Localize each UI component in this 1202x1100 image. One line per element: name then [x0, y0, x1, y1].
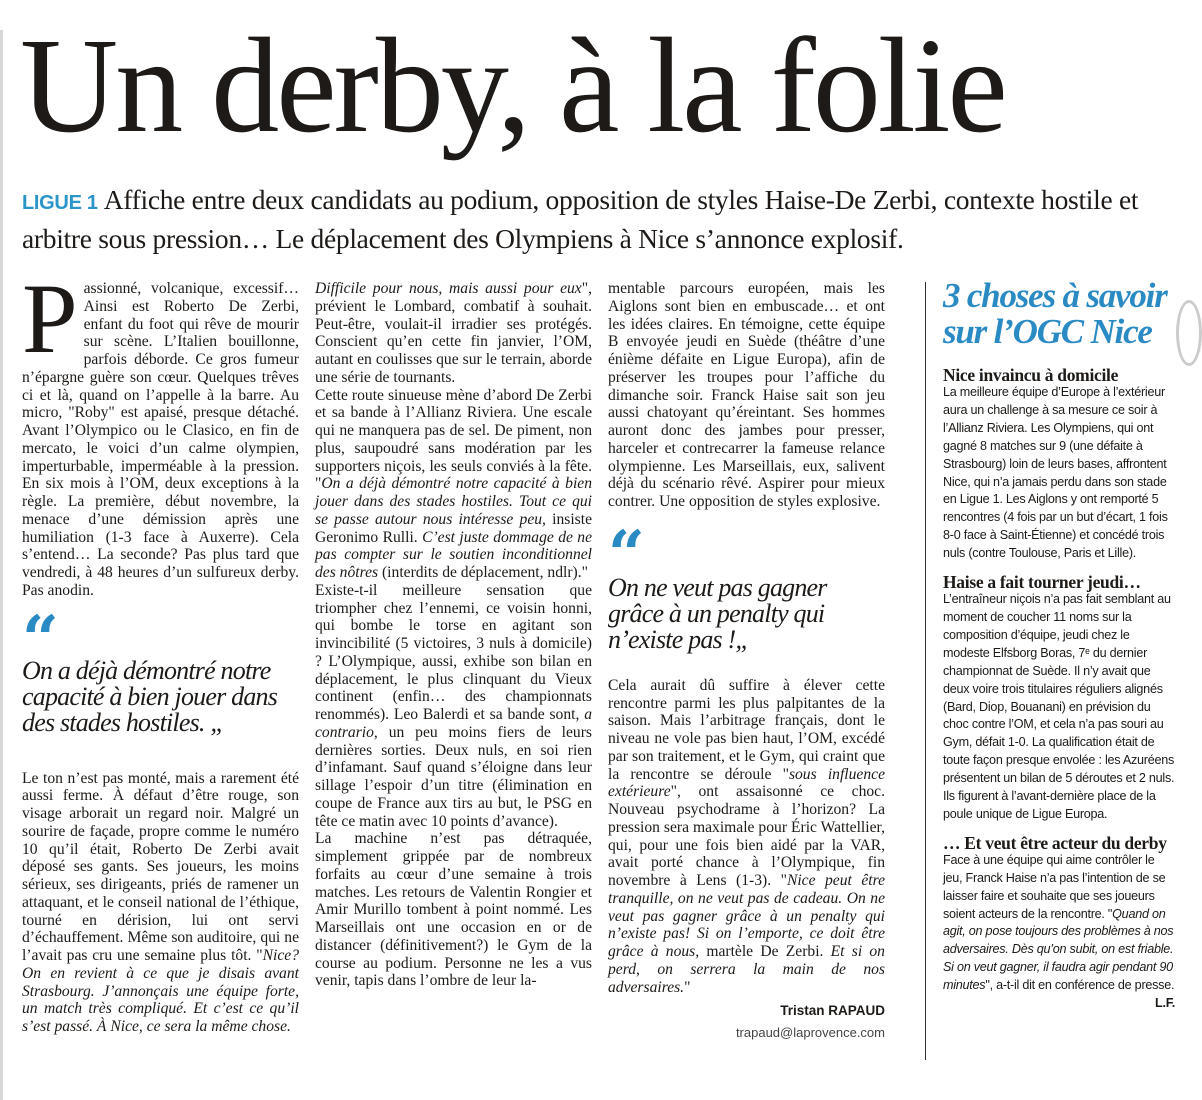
text-segment: insiste Geronimo Rulli. — [315, 510, 592, 546]
article-column-1 — [22, 263, 299, 1036]
kicker: LIGUE 1 — [22, 192, 98, 214]
sidebar-initials: L.F. — [1155, 996, 1175, 1011]
text-segment: ", a-t-il dit en conférence de presse. — [985, 978, 1175, 993]
pull-quote-2 — [608, 516, 885, 654]
page-edge-mark — [1176, 300, 1202, 366]
paragraph — [315, 387, 592, 582]
quote-close-icon: „ — [210, 707, 224, 737]
text-run — [315, 582, 592, 830]
column-divider — [925, 282, 926, 1060]
sidebar-title: 3 choses à savoir sur l’OGC Nice — [943, 276, 1167, 351]
text-segment: ", prévient le Lombard, combatif à souhait. Peut-être, voulait-il irradier ses protégés. Conscient qu’en cette fin janvier, l’OM, autant en coulisses que sur le terrain, aborde une série de tournants. — [315, 280, 592, 386]
paragraph — [608, 677, 885, 997]
headline: Un derby, à la folie — [20, 11, 1005, 161]
italic-text-segment: C’est juste dommage de ne pas compter sur le soutien inconditionnel des nôtres — [315, 528, 593, 581]
text-run — [315, 387, 592, 582]
text-segment: , un peu moins fiers de leurs dernières sorties. Deux nuls, en soi rien d’infamant. Sauf quand s’éloigne dans leur sillage l’espoir d’un titre (élimination en coupe de France aux tirs au but, le PSG en tête ce matin avec 10 points d’avance). — [315, 723, 592, 830]
italic-text-segment: sous influence extérieure — [608, 765, 885, 801]
text-run — [943, 385, 1168, 560]
article-column-3 — [608, 280, 885, 1042]
text-segment: L’entraîneur niçois n’a pas fait semblant au moment de coucher 11 noms sur la composition d’équipe, jeudi chez le modeste Elfsborg Boras, 7ᵉ du dernier championnat de Suède. Il n’y avait que deux voire trois titulaires réguliers alignés (Bard, Diop, Bouanani) en prévision du choc contre l’OM, et cela n’a pas souri au Gym, défait 1-0. La qualification était de toute façon presque envolée : les Azuréens présentent un bilan de 5 déroutes et 2 nuls. Ils figurent à l’avant-dernière place de la poule unique de Ligue Europa. — [943, 592, 1175, 821]
sidebar-box — [943, 278, 1175, 1013]
text-segment: Existe-t-il meilleure sensation que triompher chez l’ennemi, ce voisin honni, qui bombe le torse en agitant son invincibilité (5 victoires, 3 nuls à domicile) ? L’Olympique, aussi, exhibe son bilan en déplacement, le plus clinquant du Vieux continent (enfin… des championnats renommés). Leo Balerdi et sa bande sont, — [315, 581, 592, 723]
text-run — [608, 677, 885, 996]
italic-text-segment: Nice? On en revient à ce que je disais avant Strasbourg. J’annonçais une équipe forte, un match très compliqué. Et c’est ce qu’il s’est passé. À Nice, ce sera la même chose. — [22, 947, 299, 1035]
byline — [608, 1002, 885, 1042]
text-segment: martèle De Zerbi. — [699, 943, 831, 960]
italic-text-segment: Et si on perd, on serrera la main de nos adversaires. — [608, 943, 885, 996]
text-run — [608, 280, 885, 510]
drop-cap: P — [22, 263, 78, 374]
author-name: Tristan RAPAUD — [780, 1003, 885, 1019]
sidebar-heading: Haise a fait tourner jeudi… — [943, 572, 1141, 593]
text-segment: Le ton n’est pas monté, mais a rarement été aussi ferme. À défaut d’être rouge, son visage arborait un regard noir. Malgré un sourire de façade, propre comme le numéro 10 qu’il était, Roberto De Zerbi avait déposé ses gants. Ses joueurs, les moins sérieux, ses dirigeants, priés de ramener un attaquant, et le conseil national de l’éthique, tourné en dérision, lui ont servi d’échauffement. Même son auditoire, qui ne l’avait pas cru une semaine plus tôt. " — [22, 769, 299, 964]
text-segment: La meilleure équipe d’Europe à l’extérieur aura un challenge à sa mesure ce soir à l’Allianz Riviera. Les Olympiens, qui ont gagné 8 matches sur 9 (une défaite à Strasbourg) loin de leurs bases, affrontent Nice, qui n’a jamais perdu dans son stade en Ligue 1. Les Aiglons y ont remporté 5 rencontres (4 fois par un but d’écart, 1 fois 8-0 face à Saint-Étienne) et concédé trois nuls (contre Toulouse, Paris et Lille). — [943, 385, 1168, 561]
quote-open-icon: “ — [22, 601, 53, 677]
text-segment: (interdits de déplacement, ndlr)." — [378, 564, 588, 581]
paragraph — [22, 770, 299, 1036]
sidebar-heading: Nice invaincu à domicile — [943, 365, 1119, 385]
text-segment: La machine n’est pas détraquée, simplement grippée par de nombreux forfaits au cœur d’une semaine à trois matches. Les retours de Valentin Rongier et Amir Murillo tombent à point nommé. Les Marseillais ont une occasion en or de distancer (définitivement?) le Gym de la course au podium. Personne ne les a vus venir, tapis dans l’ombre de leur la- — [315, 830, 592, 990]
pull-quote-1 — [22, 601, 299, 737]
sidebar-paragraph — [943, 852, 1175, 1011]
text-segment: Cette route sinueuse mène d’abord De Zerbi et sa bande à l’Allianz Riviera. Une escale qui ne manquera pas de sel. De piment, non plus, saupoudré sans modération par les supporters niçois, les seuls conviés à la fête. " — [315, 386, 592, 493]
text-segment: assionné, volcanique, excessif… Ainsi est Roberto De Zerbi, enfant du foot qui rêve de mourir sur scène. L’Italien bouillonne, parfois déborde. Ce gros fumeur n’épargne guère son cœur. Quelques trêves ci et là, quand on l’appelle à la barre. Au micro, "Roby" est apaisé, presque détaché. Avant l’Olympico ou le Clasico, en fin de mercato, le voici d’un calme olympien, imperturbable, imperméable à la pression. En six mois à l’OM, deux exceptions à la règle. La première, début novembre, la menace d’une démission après une humiliation (1-3 face à Auxerre). Cela s’entend… La seconde? Pas plus tard que vendredi, à 48 heures d’un sulfureux derby. Pas anodin. — [22, 280, 299, 599]
paragraph — [315, 830, 592, 990]
author-email[interactable]: trapaud@laprovence.com — [735, 1025, 885, 1040]
quote-close-icon: „ — [735, 624, 750, 654]
text-run — [315, 830, 592, 989]
text-run — [315, 280, 592, 386]
deck-text: Affiche entre deux candidats au podium, opposition de styles Haise-De Zerbi, contexte hostile et arbitre sous pression… Le déplacement des Olympiens à Nice s’annonce explosif. — [22, 184, 1139, 254]
paragraph — [315, 582, 592, 831]
italic-text-segment: Nice peut être tranquille, on ne veut pas de cadeau. On ne veut pas gagner grâce à un penalty qui n’existe pas! Si on l’emporte, ce doit être grâce à nous, — [608, 872, 885, 960]
italic-text-segment: On a déjà démontré notre capacité à bien jouer dans des stades hostiles. Tout ce qui se passe autour nous intéresse peu, — [315, 475, 592, 528]
italic-text-segment: Difficile pour nous, mais aussi pour eux — [315, 280, 582, 297]
text-segment: Face à une équipe qui aime contrôler le jeu, Franck Haise n’a pas l’intention de se laisser faire et souhaite que ses joueurs soient acteurs de la rencontre. " — [943, 852, 1166, 921]
sidebar-heading: … Et veut être acteur du derby — [943, 832, 1167, 853]
intro-paragraph — [22, 263, 299, 600]
paragraph — [608, 280, 885, 511]
text-segment: Cela aurait dû suffire à élever cette rencontre parmi les plus palpitantes de la saison. Mais l’arbitrage français, dont le niveau ne vole pas bien haut, l’OM, excédé par son traitement, et le Gym, qui craint que la rencontre se déroule " — [608, 676, 885, 783]
deck — [22, 182, 1172, 256]
text-run — [943, 592, 1174, 821]
article-column-2 — [315, 280, 592, 990]
sidebar-paragraph — [943, 591, 1175, 824]
text-segment: " — [684, 978, 691, 996]
text-run — [22, 770, 299, 1036]
pull-quote-text: On a déjà démontré notre capacité à bien jouer dans des stades hostiles. — [22, 655, 278, 737]
text-segment: mentable parcours européen, mais les Aiglons sont bien en embuscade… et ont les idées claires. En témoigne, cette équipe B envoyée jeudi en Suède (théâtre d’une énième défaite en Ligue Europa), afin de préserver les troupes pour l’affiche du dimanche soir. Franck Haise sait son jeu aussi chatoyant qu’éreintant. Ses hommes auront donc des jambes pour presser, harceler et contrecarrer la fameuse relance olympienne. Les Marseillais, eux, salivent déjà du scénario rêvé. Aspirer pour mieux contrer. Une opposition de styles explosive. — [608, 280, 885, 510]
sidebar-paragraph — [943, 384, 1175, 563]
italic-text-segment: Quand on agit, on pose toujours des problèmes à nos adversaires. Dès qu’on subit, on est friable. Si on veut gagner, il faudra agir pendant 90 minutes — [943, 906, 1174, 993]
page-edge — [0, 30, 3, 1100]
paragraph — [315, 280, 592, 387]
pull-quote-text: On ne veut pas gagner grâce à un penalty qui n’existe pas ! — [608, 572, 827, 654]
text-segment: ", ont assaisonné ce choc. Nouveau psychodrame à l’horizon? La pression sera maximale pour Éric Wattellier, qui, pour une fois bien aidé par la VAR, avait porté chance à l’Olympique, fin novembre à Lens (1-3). " — [608, 783, 885, 889]
quote-open-icon: “ — [608, 516, 639, 592]
text-run — [943, 853, 1174, 992]
italic-text-segment: a contrario — [315, 706, 592, 741]
